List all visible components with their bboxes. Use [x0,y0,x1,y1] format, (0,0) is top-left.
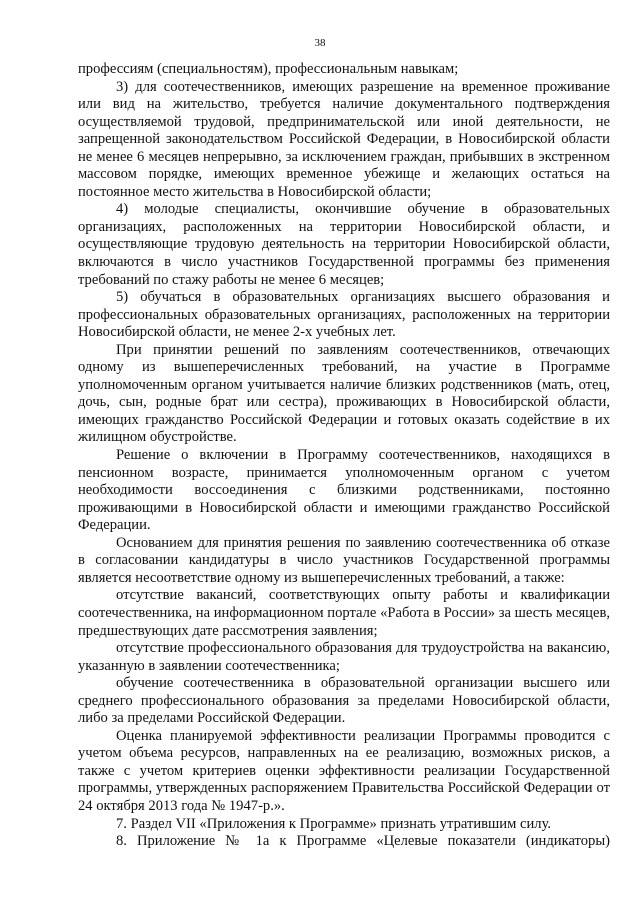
paragraph-studying: обучение соотечественника в образовательной организации высшего или среднего профессионального образования за пределами Новосибирской области, либо за пределами Российской Федерации. [78,675,610,727]
paragraph-item-8: 8. Приложение № 1а к Программе «Целевые показатели (индикаторы) [116,833,610,850]
paragraph-evaluation: Оценка планируемой эффективности реализации Программы проводится с учетом объема ресурсов, направленных на ее реализацию, возможных рисков, а также с учетом критериев оценки эффективности реализации Государственной программы, утвержденных распоряжением Правительства Российской Федерации от 24 октября 2013 года № 1947-р.». [78,727,610,814]
paragraph-no-vacancies: отсутствие вакансий, соответствующих опыту работы и квалификации соотечественника, на информационном портале «Работа в России» за шесть месяцев, предшествующих дате рассмотрения заявления; [78,587,610,639]
page-number: 38 [314,37,326,49]
paragraph-relatives: При принятии решений по заявлениям соотечественников, отвечающих одному из вышеперечисленных требований, на участие в Программе уполномоченным органом учитывается наличие близких родственников (мать, отец, дочь, сын, родные брат или сестра), проживающих в Новосибирской области, имеющих гражданство Российской Федерации и готовых оказать содействие в их жилищном обустройстве. [78,341,610,446]
paragraph-item-5: 5) обучаться в образовательных организациях высшего образования и профессиональных образовательных организациях, расположенных на территории Новосибирской области, не менее 2-х учебных лет. [78,289,610,341]
paragraph-continuation: профессиям (специальностям), профессиональным навыкам; [78,61,459,77]
paragraph-item-7: 7. Раздел VII «Приложения к Программе» признать утратившим силу. [116,815,552,832]
paragraph-no-education: отсутствие профессионального образования для трудоустройства на вакансию, указанную в заявлении соотечественника; [78,640,610,674]
paragraph-refusal-grounds: Основанием для принятия решения по заявлению соотечественника об отказе в согласовании кандидатуры в число участников Государственной программы является несоответствие одному из вышеперечисленных требований, а также: [78,534,610,586]
document-body [78,61,610,851]
paragraph-pension-age: Решение о включении в Программу соотечественников, находящихся в пенсионном возрасте, принимается уполномоченным органом с учетом необходимости воссоединения с близкими родственниками, постоянно проживающими в Новосибирской области и имеющими гражданство Российской Федерации. [78,447,610,534]
paragraph-item-4: 4) молодые специалисты, окончившие обучение в образовательных организациях, расположенных на территории Новосибирской области, и осуществляющие трудовую деятельность на территории Новосибирской области, включаются в число участников Государственной программы без применения требований по стажу работы не менее 6 месяцев; [78,201,610,288]
paragraph-item-3: 3) для соотечественников, имеющих разрешение на временное проживание или вид на жительство, требуется наличие документального подтверждения осуществляемой трудовой, предпринимательской или иной деятельности, не запрещенной законодательством Российской Федерации, в Новосибирской области не менее 6 месяцев непрерывно, за исключением граждан, прибывших в экстренном массовом порядке, имеющих временное убежище и желающих остаться на постоянное место жительства в Новосибирской области; [78,78,610,200]
